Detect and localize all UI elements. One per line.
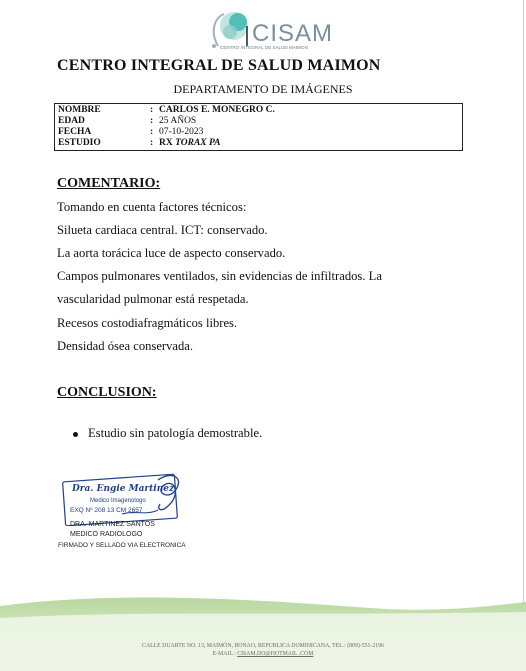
electronic-signature-note: FIRMADO Y SELLADO VIA ELECTRONICA — [58, 542, 186, 549]
comment-line: Silueta cardiaca central. ICT: conservado. — [57, 223, 268, 237]
cisam-logo — [200, 6, 334, 58]
footer-email-label: E-MAIL : — [212, 651, 236, 657]
footer-email-line — [0, 651, 526, 657]
doctor-stamp — [62, 470, 190, 526]
organization-name: CENTRO INTEGRAL DE SALUD MAIMON — [57, 57, 381, 74]
patient-label: NOMBRE — [58, 105, 101, 115]
comment-line: La aorta torácica luce de aspecto conservado. — [57, 246, 286, 260]
patient-label: EDAD — [58, 116, 85, 126]
footer-address: CALLE DUARTE NO. 13, MAIMÓN, BONAO, REPUBLICA DOMINICANA, TEL.: (809)-551-2196 — [142, 643, 384, 649]
comment-heading: COMENTARIO: — [57, 176, 161, 191]
logo-subtitle: CENTRO INTEGRAL DE SALUD MAIMON — [220, 45, 308, 50]
page-edge — [523, 0, 524, 671]
conclusion-heading: CONCLUSION: — [57, 385, 157, 400]
logo-wordmark: CISAM — [252, 20, 334, 47]
footer-wave — [0, 596, 526, 671]
patient-label: FECHA — [58, 127, 92, 137]
patient-value — [159, 138, 220, 149]
comment-line: vascularidad pulmonar está respetada. — [57, 292, 249, 306]
conclusion-item: Estudio sin patología demostrable. — [88, 426, 263, 440]
patient-value: 25 AÑOS — [159, 116, 197, 126]
stamp-title: Medico Imagenologo — [90, 498, 146, 504]
patient-value: CARLOS E. MONEGRO C. — [159, 105, 275, 115]
comment-line: Recesos costodiafragmáticos libres. — [57, 316, 238, 330]
study-name: TORAX PA — [175, 138, 221, 148]
comment-line: Campos pulmonares ventilados, sin evidencias de infiltrados. La — [57, 269, 382, 283]
study-prefix: RX — [159, 138, 173, 148]
comment-line: Densidad ósea conservada. — [57, 339, 194, 353]
patient-info-box: NOMBRE : CARLOS E. MONEGRO C. EDAD : 25 AÑOS FECHA : 07-10-2023 ESTUDIO : RX TORAX PA — [54, 103, 463, 151]
comment-line: Tomando en cuenta factores técnicos: — [57, 200, 247, 214]
doctor-name: DRA. MARTINEZ SANTOS — [70, 521, 155, 528]
patient-label: ESTUDIO — [58, 138, 101, 148]
bullet-icon — [73, 432, 78, 437]
department-name: DEPARTAMENTO DE IMÁGENES — [173, 82, 353, 96]
doctor-title: MEDICO RADIOLOGO — [70, 531, 143, 538]
patient-value: 07-10-2023 — [159, 127, 204, 137]
logo-emblem-icon — [200, 6, 260, 58]
footer-email-link[interactable]: CISAM.DO@HOTMAIL .COM — [237, 651, 314, 657]
stamp-name: Dra. Engie Martinez — [72, 484, 175, 494]
stamp-license: EXQ Nº 208 13 CM 2657 — [70, 507, 143, 514]
